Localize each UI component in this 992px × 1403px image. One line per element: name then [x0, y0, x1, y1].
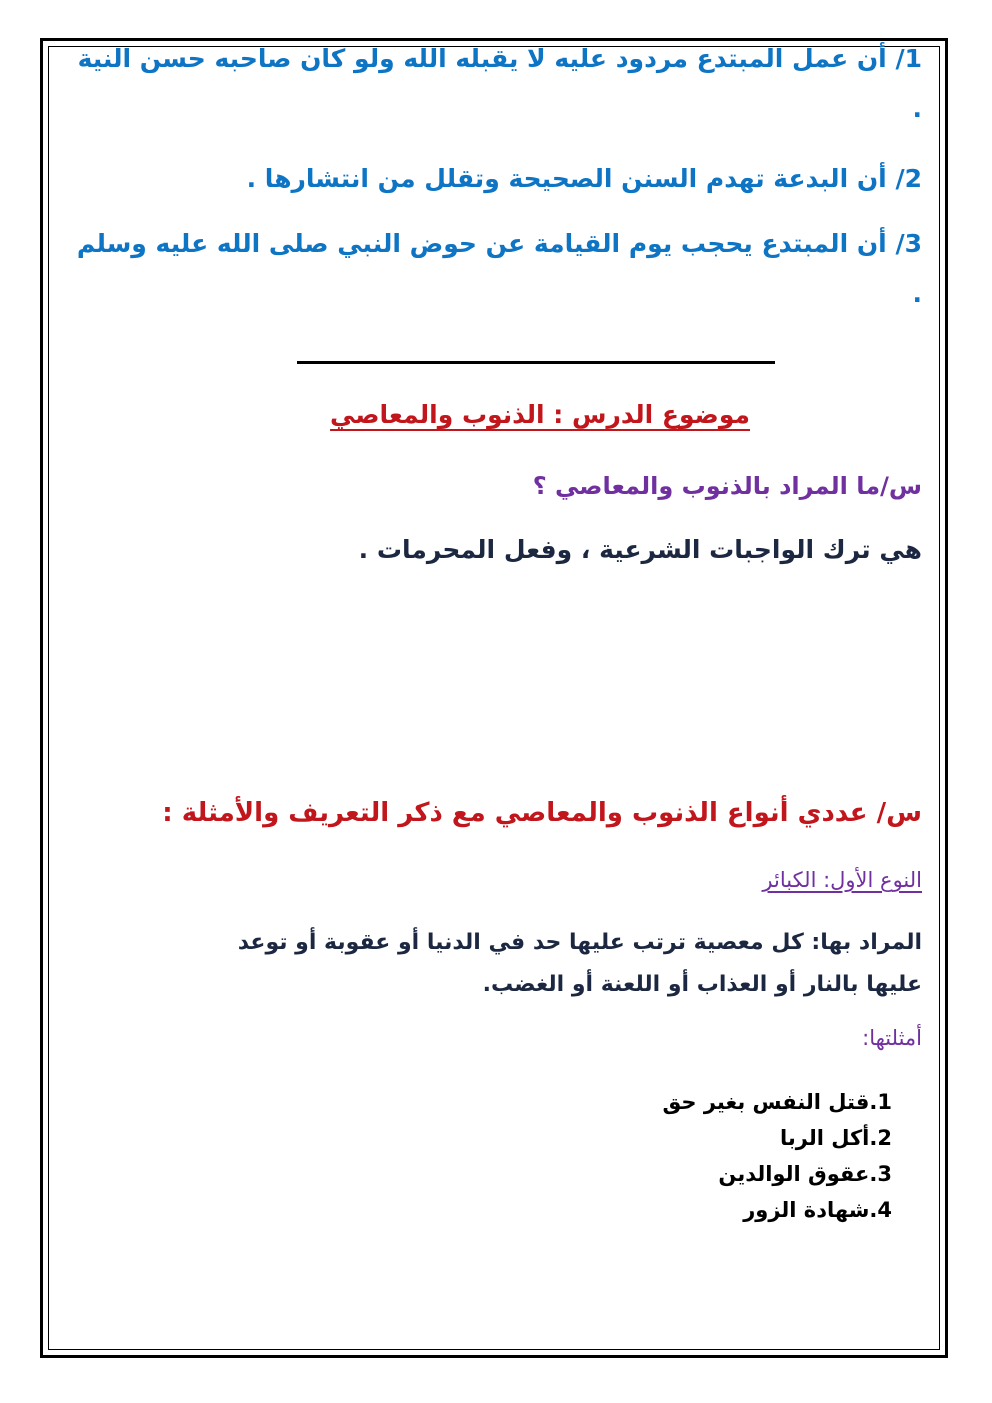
list-item-text: شهادة الزور — [743, 1198, 870, 1222]
list-item-number: 2. — [869, 1126, 892, 1150]
list-item-number: 3. — [869, 1162, 892, 1186]
intro-point-2: 2/ أن البدعة تهدم السنن الصحيحة وتقلل من انتشارها . — [246, 164, 922, 193]
list-item-text: قتل النفس بغير حق — [662, 1090, 870, 1114]
examples-label: أمثلتها: — [862, 1026, 922, 1050]
examples-list — [662, 1084, 892, 1228]
list-item — [662, 1084, 892, 1120]
section-divider — [297, 361, 775, 364]
question-1: س/ما المراد بالذنوب والمعاصي ؟ — [532, 472, 922, 500]
page-content — [60, 38, 922, 1343]
intro-point-3: 3/ أن المبتدع يحجب يوم القيامة عن حوض النبي صلى الله عليه وسلم . — [76, 229, 922, 308]
question-2: س/ عددي أنواع الذنوب والمعاصي مع ذكر التعريف والأمثلة : — [162, 798, 922, 828]
list-item-number: 4. — [869, 1198, 892, 1222]
list-item — [662, 1120, 892, 1156]
list-item — [662, 1192, 892, 1228]
answer-1: هي ترك الواجبات الشرعية ، وفعل المحرمات . — [358, 535, 922, 564]
intro-point-1: 1/ أن عمل المبتدع مردود عليه لا يقبله الله ولو كان صاحبه حسن النية . — [77, 44, 922, 123]
list-item-text: أكل الربا — [780, 1126, 870, 1150]
list-item-text: عقوق الوالدين — [718, 1162, 870, 1186]
lesson-title: موضوع الدرس : الذنوب والمعاصي — [330, 400, 750, 429]
type-1-heading: النوع الأول: الكبائر — [762, 868, 922, 892]
list-item — [662, 1156, 892, 1192]
list-item-number: 1. — [869, 1090, 892, 1114]
type-1-meaning: المراد بها: كل معصية ترتب عليها حد في الدنيا أو عقوبة أو توعد عليها بالنار أو العذاب أو اللعنة أو الغضب. — [237, 930, 922, 997]
